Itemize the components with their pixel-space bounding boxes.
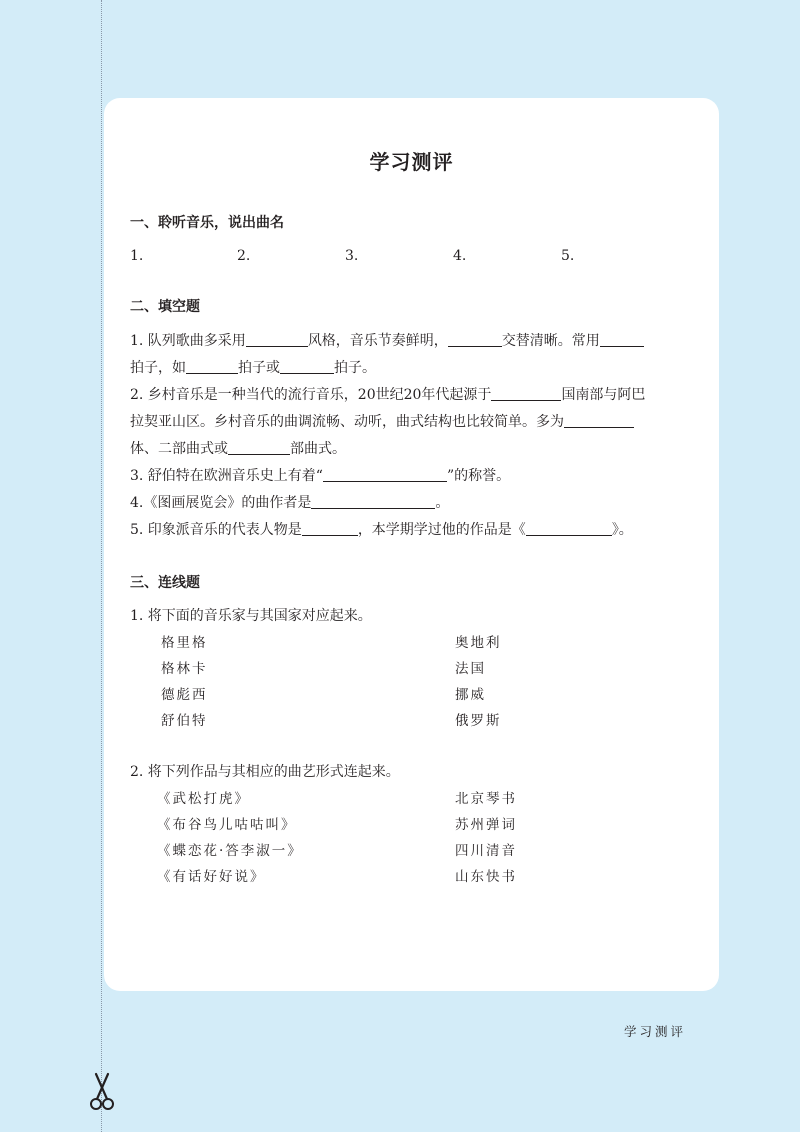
match2-left-item[interactable]: 《武松打虎》 xyxy=(157,791,250,807)
match1-right-item[interactable]: 俄罗斯 xyxy=(455,713,502,729)
q5-blank-2[interactable] xyxy=(526,520,612,536)
q4-text-b: 。 xyxy=(435,495,450,511)
q1-text-a: 1. 队列歌曲多采用 xyxy=(130,333,246,349)
fill-q1-line1 xyxy=(130,330,644,350)
listen-item-2: 2. xyxy=(237,248,251,264)
fill-q2-line1 xyxy=(130,384,645,404)
q2-text-b: 国南部与阿巴 xyxy=(561,387,646,403)
q3-blank[interactable] xyxy=(323,466,447,482)
q1-text-f: 拍子。 xyxy=(334,360,376,376)
cut-line xyxy=(101,0,102,1132)
listen-item-4: 4. xyxy=(453,248,467,264)
q2-text-c: 拉契亚山区。乡村音乐的曲调流畅、动听，曲式结构也比较简单。多为 xyxy=(130,414,564,430)
q2-text-a: 2. 乡村音乐是一种当代的流行音乐，20世纪20年代起源于 xyxy=(130,387,492,403)
match1-left-item[interactable]: 格林卡 xyxy=(161,661,208,677)
q3-text-a: 3. 舒伯特在欧洲音乐史上有着“ xyxy=(130,468,323,484)
fill-q1-line2 xyxy=(130,357,376,377)
listen-item-3: 3. xyxy=(345,248,359,264)
page-title: 学习测评 xyxy=(369,150,454,174)
fill-q2-line2 xyxy=(130,411,634,431)
q2-text-d: 体、二部曲式或 xyxy=(130,441,228,457)
match1-right-item[interactable]: 奥地利 xyxy=(455,635,502,651)
match2-left-item[interactable]: 《蝶恋花·答李淑一》 xyxy=(157,843,303,859)
match1-right-item[interactable]: 挪威 xyxy=(455,687,486,703)
match2-instruction: 2. 将下列作品与其相应的曲艺形式连起来。 xyxy=(130,764,400,780)
section1-heading: 一、聆听音乐，说出曲名 xyxy=(130,215,284,231)
fill-q3 xyxy=(130,465,510,485)
q5-text-b: ，本学期学过他的作品是《 xyxy=(357,522,526,538)
match1-left-item[interactable]: 舒伯特 xyxy=(161,713,208,729)
q3-text-b: ”的称誉。 xyxy=(446,468,511,484)
q4-blank[interactable] xyxy=(311,493,435,509)
listen-item-5: 5. xyxy=(561,248,575,264)
listen-item-1: 1. xyxy=(130,248,144,264)
worksheet-card xyxy=(104,98,719,991)
q1-blank-2[interactable] xyxy=(448,331,502,347)
q1-blank-4[interactable] xyxy=(186,358,238,374)
q4-text-a: 4.《图画展览会》的曲作者是 xyxy=(130,495,312,511)
fill-q2-line3 xyxy=(130,438,346,458)
match2-right-item[interactable]: 四川清音 xyxy=(455,843,517,859)
q1-text-c: 交替清晰。常用 xyxy=(501,333,600,349)
q5-blank-1[interactable] xyxy=(302,520,358,536)
q1-blank-5[interactable] xyxy=(280,358,334,374)
match2-left-item[interactable]: 《有话好好说》 xyxy=(157,869,266,885)
scissors-icon xyxy=(88,1072,116,1112)
q2-blank-2[interactable] xyxy=(564,412,634,428)
q1-text-d: 拍子，如 xyxy=(130,360,186,376)
section3-heading: 三、连线题 xyxy=(130,575,200,591)
q5-text-a: 5. 印象派音乐的代表人物是 xyxy=(130,522,302,538)
fill-q5 xyxy=(130,519,633,539)
q2-blank-1[interactable] xyxy=(491,385,561,401)
match1-instruction: 1. 将下面的音乐家与其国家对应起来。 xyxy=(130,608,372,624)
match1-right-item[interactable]: 法国 xyxy=(455,661,486,677)
match1-left-item[interactable]: 德彪西 xyxy=(161,687,208,703)
section2-heading: 二、填空题 xyxy=(130,299,200,315)
q1-blank-1[interactable] xyxy=(246,331,308,347)
q1-text-b: 风格，音乐节奏鲜明， xyxy=(307,333,448,349)
q2-blank-3[interactable] xyxy=(228,439,290,455)
fill-q4 xyxy=(130,492,449,512)
match2-right-item[interactable]: 苏州弹词 xyxy=(455,817,517,833)
match2-right-item[interactable]: 北京琴书 xyxy=(455,791,517,807)
footer-label: 学习测评 xyxy=(624,1024,687,1039)
q1-blank-3[interactable] xyxy=(600,331,644,347)
match2-right-item[interactable]: 山东快书 xyxy=(455,869,517,885)
match2-left-item[interactable]: 《布谷鸟儿咕咕叫》 xyxy=(157,817,297,833)
q2-text-e: 部曲式。 xyxy=(290,441,346,457)
q5-text-c: 》。 xyxy=(611,522,633,538)
q1-text-e: 拍子或 xyxy=(238,360,280,376)
match1-left-item[interactable]: 格里格 xyxy=(161,635,208,651)
